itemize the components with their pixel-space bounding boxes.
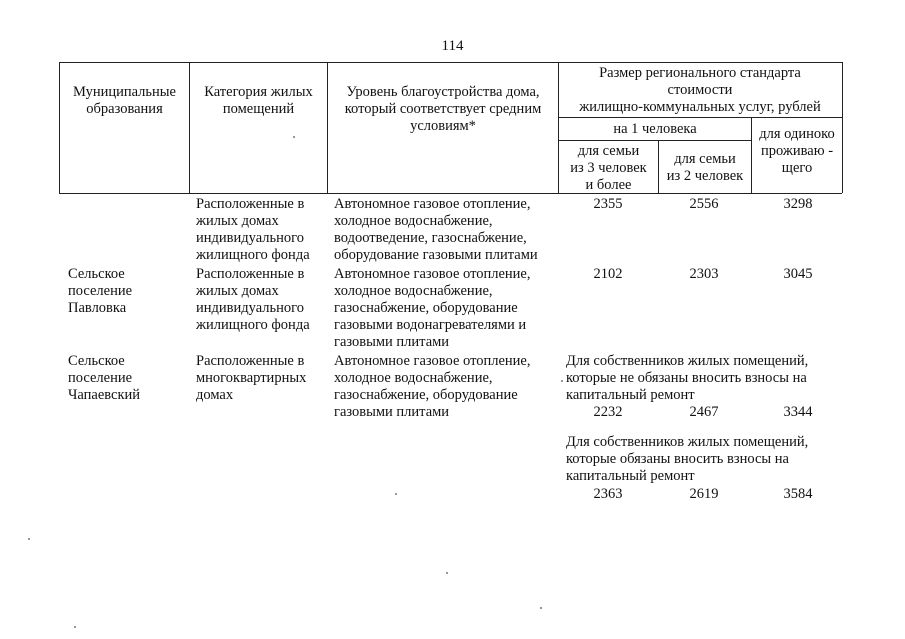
level-line: газовыми плитами — [334, 404, 450, 420]
category-line: многоквартирных — [196, 370, 307, 386]
municipality-line: Сельское — [68, 266, 125, 282]
municipality-line: поселение — [68, 283, 133, 299]
municipality-line: Чапаевский — [68, 387, 141, 403]
header-category: Категория жилых помещений — [204, 84, 313, 117]
header-standard-line3: жилищно-коммунальных услуг, рублей — [579, 99, 821, 115]
header-family3-l3: и более — [585, 177, 632, 193]
category-line: индивидуального — [196, 230, 304, 246]
page-number: 114 — [441, 38, 464, 54]
category-line: индивидуального — [196, 300, 304, 316]
value-single: 3045 — [783, 266, 813, 282]
level-line: оборудование газовыми плитами — [334, 247, 538, 263]
level-line: водоотведение, газоснабжение, — [334, 230, 527, 246]
owner-note-b-line: которые обязаны вносить взносы на — [566, 451, 789, 467]
header-single-l1: для одиноко — [759, 126, 835, 142]
owner-note-b-line: капитальный ремонт — [566, 468, 695, 484]
owner-note-b-line: Для собственников жилых помещений, — [566, 434, 809, 450]
header-single-l3: щего — [781, 160, 813, 176]
value-family3: 2102 — [593, 266, 623, 282]
value-family2: 2556 — [689, 196, 719, 212]
value-family3: 2232 — [593, 404, 623, 420]
category-line: Расположенные в — [196, 353, 305, 369]
level-line: холодное водоснабжение, — [334, 213, 493, 229]
level-line: газоснабжение, оборудование — [334, 387, 518, 403]
category-line: жилищного фонда — [196, 247, 310, 263]
header-family3-l1: для семьи — [577, 143, 640, 159]
category-line: жилых домах — [196, 283, 279, 299]
level-line: газоснабжение, оборудование — [334, 300, 518, 316]
owner-note-a-line: Для собственников жилых помещений, — [566, 353, 809, 369]
header-single-l2: проживаю - — [760, 143, 834, 159]
level-line: газовыми водонагревателями и — [334, 317, 527, 333]
level-line: Автономное газовое отопление, — [334, 353, 531, 369]
level-line: Автономное газовое отопление, — [334, 266, 531, 282]
value-family2: 2619 — [689, 486, 719, 502]
municipality-line: поселение — [68, 370, 133, 386]
value-family2: 2467 — [689, 404, 719, 420]
header-standard-line2: стоимости — [667, 82, 733, 98]
header-family2-l2: из 2 человек — [666, 168, 744, 184]
owner-note-a-line: капитальный ремонт — [566, 387, 695, 403]
category-line: жилищного фонда — [196, 317, 310, 333]
header-standard-line1: Размер регионального стандарта — [599, 65, 801, 81]
category-line: Расположенные в — [196, 266, 305, 282]
level-line: холодное водоснабжение, — [334, 283, 493, 299]
value-family2: 2303 — [689, 266, 719, 282]
header-family3-l2: из 3 человек — [570, 160, 647, 176]
level-line: холодное водоснабжение, — [334, 370, 493, 386]
header-municipality: Муниципальные образования — [73, 84, 176, 117]
header-family2-l1: для семьи — [674, 151, 736, 167]
header-per-person: на 1 человека — [613, 121, 697, 137]
category-line: Расположенные в — [196, 196, 305, 212]
value-family3: 2355 — [593, 196, 623, 212]
municipality-line: Сельское — [68, 353, 125, 369]
category-line: жилых домах — [196, 213, 279, 229]
level-line: Автономное газовое отопление, — [334, 196, 531, 212]
value-single: 3298 — [783, 196, 813, 212]
municipality-line: Павловка — [68, 300, 127, 316]
category-line: домах — [196, 387, 234, 403]
owner-note-a-line: которые не обязаны вносить взносы на — [566, 370, 807, 386]
value-family3: 2363 — [593, 486, 623, 502]
level-line: газовыми плитами — [334, 334, 450, 350]
value-single: 3584 — [783, 486, 813, 502]
header-level: Уровень благоустройства дома, который соответствует средним условиям* — [344, 84, 542, 134]
value-single: 3344 — [783, 404, 813, 420]
